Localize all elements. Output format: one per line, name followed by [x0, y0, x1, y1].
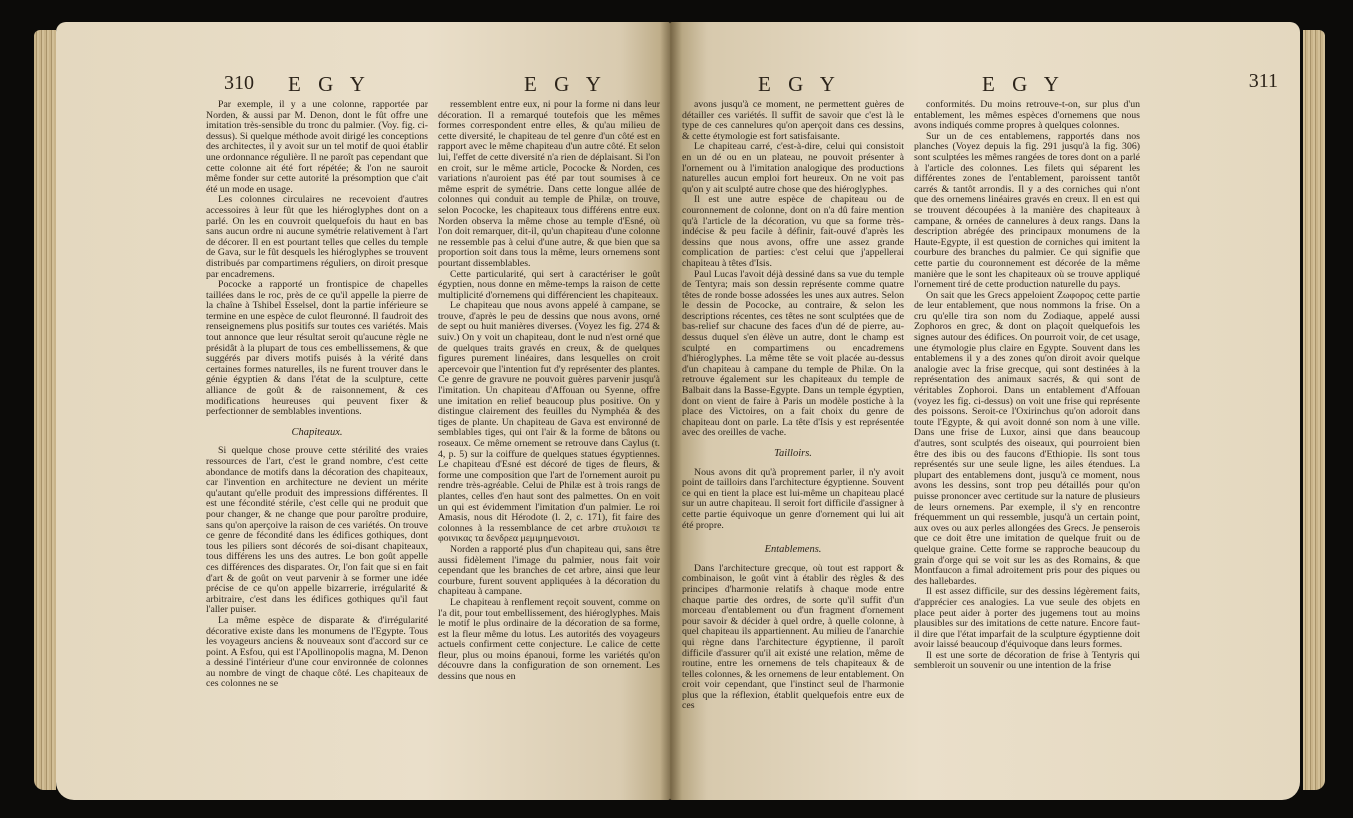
- section-heading-entablemens: Entablemens.: [764, 544, 822, 556]
- paragraph: Si quelque chose prouve cette stérilité des vraies ressources de l'art, c'est le grand nombre, c'est cette abondance de motifs dans la décoration des chapiteaux, car l'invention en architecture ne devient un mérite qu'autant qu'elle produit des impressions différentes. Il est une fécondité stérile, c'est celle qui ne produit que pour changer, & ne change que pour paroître produire, sans qu'on aperçoive la raison de ces variétés. On trouve ce genre de fécondité dans les édifices gothiques, dont tous les piliers sont décorés de soi-disant chapiteaux, tous différens les uns des autres. Le bon goût appelle ces différences des disparates. Or, l'on fait que si en fait d'art & de goût on veut parvenir à se former une idée précise de ce qu'on appelle bizarrerie, irrégularité & arbitraire, c'est dans les édifices gothiques qu'il faut l'aller puiser.: [206, 445, 428, 616]
- paragraph: Paul Lucas l'avoit déjà dessiné dans sa vue du temple de Tentyra; mais son dessin représente comme quatre têtes de ronde bosse adossées les unes aux autres. Selon le dessin de Pococke, au contraire, & selon les descriptions récentes, ces têtes ne sont sculptées que de bas-relief sur chacune des faces d'un dé de pierre, au-dessus duquel s'en élève un autre, dont le champ est sculpté en compartimens ou encadremens d'hiéroglyphes. La même tête se voit placée au-dessus d'un chapiteau à campane du temple de Philæ. On la retrouve également sur les chapiteaux du temple de Balbait dans la Basse-Egypte. Dans un temple égyptien, dont on vient de faire à Paris un modèle postiche à la place des Victoires, on a fait choix du genre de chapiteau dont on parle. La tête d'Isis y est représentée avec des oreilles de vache.: [682, 268, 904, 439]
- paragraph: Sur un de ces entablemens, rapportés dans nos planches (Voyez depuis la fig. 291 jusqu'à la fig. 306) sont sculptées les mêmes rangées de tores dont on a parlé à l'article des colonnes. Les filets qui séparent les différentes zones de l'entablement, paroissent tantôt carrés & tantôt arrondis. Il y a des corniches qui n'ont que des ornemens linéaires gravés en creux. Il en est qui se trouvent découpées à la manière des chapiteaux à campane, & ornées de cannelures à deux rangs. Dans la description abrégée des principaux monumens de la Haute-Egypte, il est question de corniches qui imitent la courbure des branches du palmier. Ce qui signifie que cette partie du couronnement est décorée de la même manière que le sont les chapiteaux où se trouve appliqué l'ornement tiré de cette production naturelle du pays.: [914, 130, 1140, 291]
- right-page-edge: [1303, 30, 1325, 790]
- paragraph: Le chapiteau carré, c'est-à-dire, celui qui consistoit en un dé ou en un plateau, ne pouvoit présenter à l'ornement ou à l'imitation analogique des productions naturelles aucun emploi fort heureux. On ne voit pas qu'on y ait sculpté autre chose que des hiéroglyphes.: [682, 141, 904, 195]
- running-head-right-col1: E G Y: [758, 72, 841, 96]
- paragraph: Les colonnes circulaires ne recevoient d'autres accessoires à leur fût que les hiéroglyphes dont on a parlé. On les en couvroit quelquefois du haut en bas sans aucun ordre ni aucune symétrie relativement à l'art de décorer. Il en est pourtant telles que celles du temple de Gava, sur le fût desquels les hiéroglyphes se trouvent distribués par compartimens réguliers, on diroit presque par encadremens.: [206, 194, 428, 280]
- paragraph: Nous avons dit qu'à proprement parler, il n'y avoit point de tailloirs dans l'architecture égyptienne. Souvent ce qui en tient la place est lui-même un chapiteau placé sur un autre chapiteau. Il seroit fort difficile d'assigner à cette partie équivoque un genre d'ornement qui lui ait été propre.: [682, 466, 904, 531]
- paragraph: Dans l'architecture grecque, où tout est rapport & combinaison, le goût vint à établir des règles & des principes d'harmonie relatifs à chaque mode entre chaque partie des ordres, de sorte qu'il suffit d'un morceau d'entablement ou d'un fragment d'ornement pour savoir & décider à quel ordre, à quelle colonne, à quel chapiteau ils appartiennent. Au milieu de l'anarchie qui règne dans l'architecture égyptienne, il paroît difficile d'assurer qu'il ait existé une relation, même de routine, entre les ornemens de tels chapiteaux & de telles colonnes, & les ornemens de leur entablement. On croit voir cependant, que l'instinct seul de l'harmonie plus que la réflexion, établit quelquefois entre eux de ces: [682, 562, 904, 712]
- paragraph: Norden a rapporté plus d'un chapiteau qui, sans être aussi fidèlement l'image du palmier, nous fait voir cependant que les branches de cet arbre, ainsi que leur courbure, furent souvent appliquées à la décoration du chapiteau à campane.: [438, 543, 660, 598]
- right-page-column-1: [682, 100, 904, 774]
- paragraph: Le chapiteau que nous avons appelé à campane, se trouve, d'après le peu de dessins que nous avons, orné de sept ou huit manières diverses. (Voyez les fig. 274 & suiv.) On y voit un chapiteau, dont le nud n'est orné que de quelques traits gravés en creux, & de quelques figures purement linéaires, dans lesquelles on croit apercevoir que l'intention fut d'y représenter des plantes. Ce genre de gravure ne pouvoit guères parvenir jusqu'à l'imitation. Un chapiteau d'Affouan ou Syenne, offre une imitation en relief beaucoup plus positive. On y distingue clairement des feuilles du Nymphéa & des tiges de plante. Un chapiteau de Gava est environné de semblables tiges, qui ont l'air & la forme de bâtons ou roseaux. Ce même ornement se retrouve dans Caylus (t. 4, p. 5) sur la coiffure de quelques statues égyptiennes. Le chapiteau d'Esné est décoré de tiges de fleurs, & forme une composition que l'art de l'ornement auroit pu rendre très-agréable. Celui de Philæ est à trois rangs de plantes, celles d'en haut sont des palmettes. On en voit un qui est évidemment l'imitation d'un palmier. Le roi Amasis, nous dit Hérodote (l. 2, c. 171), fit faire des colonnes à la ressemblance de cet arbre στυλοισι τε φοινικας τα δενδρεα μεμιμημενοισι.: [438, 300, 660, 545]
- paragraph: Par exemple, il y a une colonne, rapportée par Norden, & aussi par M. Denon, dont le fût offre une imitation très-sensible du tronc du palmier. (Voy. fig. ci-dessus). Si quelque méthode avoit dirigé les conceptions des architectes, il y avoit sur un tel motif de quoi établir une ordonnance régulière. Il ne paroît pas cependant que cette colonne ait été fort répétée; & l'on ne sauroit même fonder sur cette autorité la présomption que c'ait été un mode en usage.: [206, 100, 428, 195]
- paragraph: Le chapiteau à renflement reçoit souvent, comme on l'a dit, pour tout embellissement, des hiéroglyphes. Mais le motif le plus ordinaire de la décoration de sa forme, est la fleur même du lotus. Les autorités des voyageurs actuels confirment cette conjecture. Le calice de cette fleur, plus ou moins épanoui, forme les variétés qu'on découvre dans la configuration de son ornement. Les dessins que nous en: [438, 596, 660, 683]
- running-head-left: [56, 70, 670, 98]
- section-heading-tailloirs: Tailloirs.: [774, 448, 812, 459]
- paragraph: Il est une sorte de décoration de frise à Tentyris qui sembleroit un souvenir ou une intention de la frise: [914, 649, 1140, 672]
- paragraph: La même espèce de disparate & d'irrégularité décorative existe dans les monumens de l'Egypte. Tous les voyageurs anciens & nouveaux sont d'accord sur ce point. A Esfou, qui est l'Apollinopolis magna, M. Denon a dessiné l'intérieur d'une cour environnée de colonnes au nombre de vingt de chaque côté. Les chapiteaux de ces colonnes ne se: [206, 614, 428, 690]
- paragraph: Il est assez difficile, sur des dessins légèrement faits, d'apprécier ces analogies. La vue seule des objets en place peut aider à porter des jugemens tout au moins plausibles sur des imitations de cette nature. Encore faut-il dire que l'état imparfait de la sculpture égyptienne doit avoir laissé beaucoup d'équivoque dans leurs formes.: [914, 586, 1140, 651]
- section-heading-chapiteaux: Chapiteaux.: [291, 426, 343, 438]
- book-gutter: [660, 22, 682, 800]
- page-number-left: 310: [224, 72, 254, 94]
- right-page: [670, 22, 1300, 800]
- paragraph: Pococke a rapporté un frontispice de chapelles taillées dans le roc, près de ce qu'il appelle la pierre de la chaîne à Tshibel Esselsel, dont la partie inférieure se termine en une espèce de culot fleuronné. Il faudroit des renseignemens plus positifs sur toutes ces variétés. Mais tout annonce que leur résultat seroit qu'aucune règle ne présidât à la plupart de tous ces embellissemens, & que suggérés par divers motifs puisés à la vérité dans certaines formes naturelles, ils ne furent trouver dans le génie égyptien & dans l'état de la sculpture, cette alliance de goût & de raisonnement, & ces modifications heureuses qui peuvent fixer & perfectionner de semblables inventions.: [206, 279, 428, 418]
- right-page-column-2: [914, 100, 1140, 774]
- paragraph: ressemblent entre eux, ni pour la forme ni dans leur décoration. Il a remarqué toutefois que les mêmes formes correspondent entre elles, & qu'au milieu de cette diversité, le chapiteau de tel genre d'un côté est en rapport avec le même chapiteau d'un autre côté. Et selon lui, l'effet de cette diversité n'a rien de déplaisant. Si l'on en croit, sur le même article, Pococke & Norden, ces variations n'auroient pas été par tout soumises à ce même esprit de symétrie. Dans cette longue allée de colonnes qui conduit au temple de Philæ, on trouve, selon Pococke, les chapiteaux tous différens entre eux. Norden observa la même chose au temple d'Esné, où l'on doit remarquer, dit-il, qu'un chapiteau d'une colonne ne ressemble pas à celui d'une autre, & que bien que sa proportion soit dans tous la même, leurs ornemens sont pourtant dissemblables.: [438, 100, 660, 269]
- paragraph: Cette particularité, qui sert à caractériser le goût égyptien, nous donne en même-temps la raison de cette multiplicité d'ornemens qui différencient les chapiteaux.: [438, 268, 660, 301]
- paragraph: On sait que les Grecs appeloient Ζωφορος cette partie de leur entablement, que nous nommons la frise. On a cru qu'elle tira son nom du Zodiaque, appelé aussi Zophoros en grec, & dont on plaçoit quelquefois les signes autour des édifices. On pourroit voir, de cet usage, une étymologie plus claire en Egypte. Souvent dans les entablemens il y a des zones qu'on diroit avoir quelque analogie avec la frise grecque, qui sont destinées à la représentation des animaux sacrés, & qui sont de véritables Zophoroi. Dans un entablement d'Affouan (voyez les fig. ci-dessus) on voit une frise qui représente des poissons. Seroit-ce l'Oxirinchus qu'on adoroit dans toute l'Egypte, & qui avoit donné son nom à une ville. Dans une frise de Luxor, ainsi que dans beaucoup d'autres, sont sculptés des oiseaux, qui pourroient bien être des ibis ou des faucons d'Ethiopie. Ils sont tous représentés sur une seule ligne, les ailes étendues. La plupart des entablemens dont, jusqu'à ce moment, nous avons les dessins, sont trop peu détaillés pour qu'on puisse prononcer avec certitude sur la nature de plusieurs de leurs ornemens. Par exemple, il s'y en rencontre fréquemment un qui ressemble, jusqu'à un certain point, aux oves ou aux perles allongées des Grecs. Je penserois que ce doit être une imitation de quelque fruit ou de quelque graine. Cette forme se rapproche beaucoup du grain d'orge qui se voit sur les as des Romains, & que Montfaucon a fimal adroitement pris pour des piques ou des hallebardes.: [914, 289, 1140, 587]
- paragraph: Il est une autre espèce de chapiteau ou de couronnement de colonne, dont on n'a dû faire mention qu'à l'article de la décoration, vu que sa forme très-indécise & peu facile à définir, fait-ouvé d'après les dessins que nous avons, offre une assez grande complication de parties: c'est celui que j'appellerai chapiteau à têtes d'Isis.: [682, 194, 904, 269]
- running-head-right: [670, 70, 1300, 98]
- page-number-right: 311: [1248, 70, 1278, 92]
- paragraph: avons jusqu'à ce moment, ne permettent guères de détailler ces variétés. Il suffit de savoir que c'est là le type de ces cannelures qu'on aperçoit dans ces dessins, & cette étymologie est fort satisfaisante.: [682, 100, 904, 142]
- left-page-column-1: [206, 100, 428, 774]
- left-page-edge: [34, 30, 56, 790]
- running-head-left-col2: E G Y: [524, 72, 607, 96]
- paragraph: conformités. Du moins retrouve-t-on, sur plus d'un entablement, les mêmes espèces d'ornemens que nous avons indiqués comme propres à quelques colonnes.: [914, 100, 1140, 132]
- running-head-left-col1: E G Y: [288, 72, 371, 96]
- left-page-column-2: [438, 100, 660, 774]
- running-head-right-col2: E G Y: [982, 72, 1065, 96]
- left-page: [56, 22, 670, 800]
